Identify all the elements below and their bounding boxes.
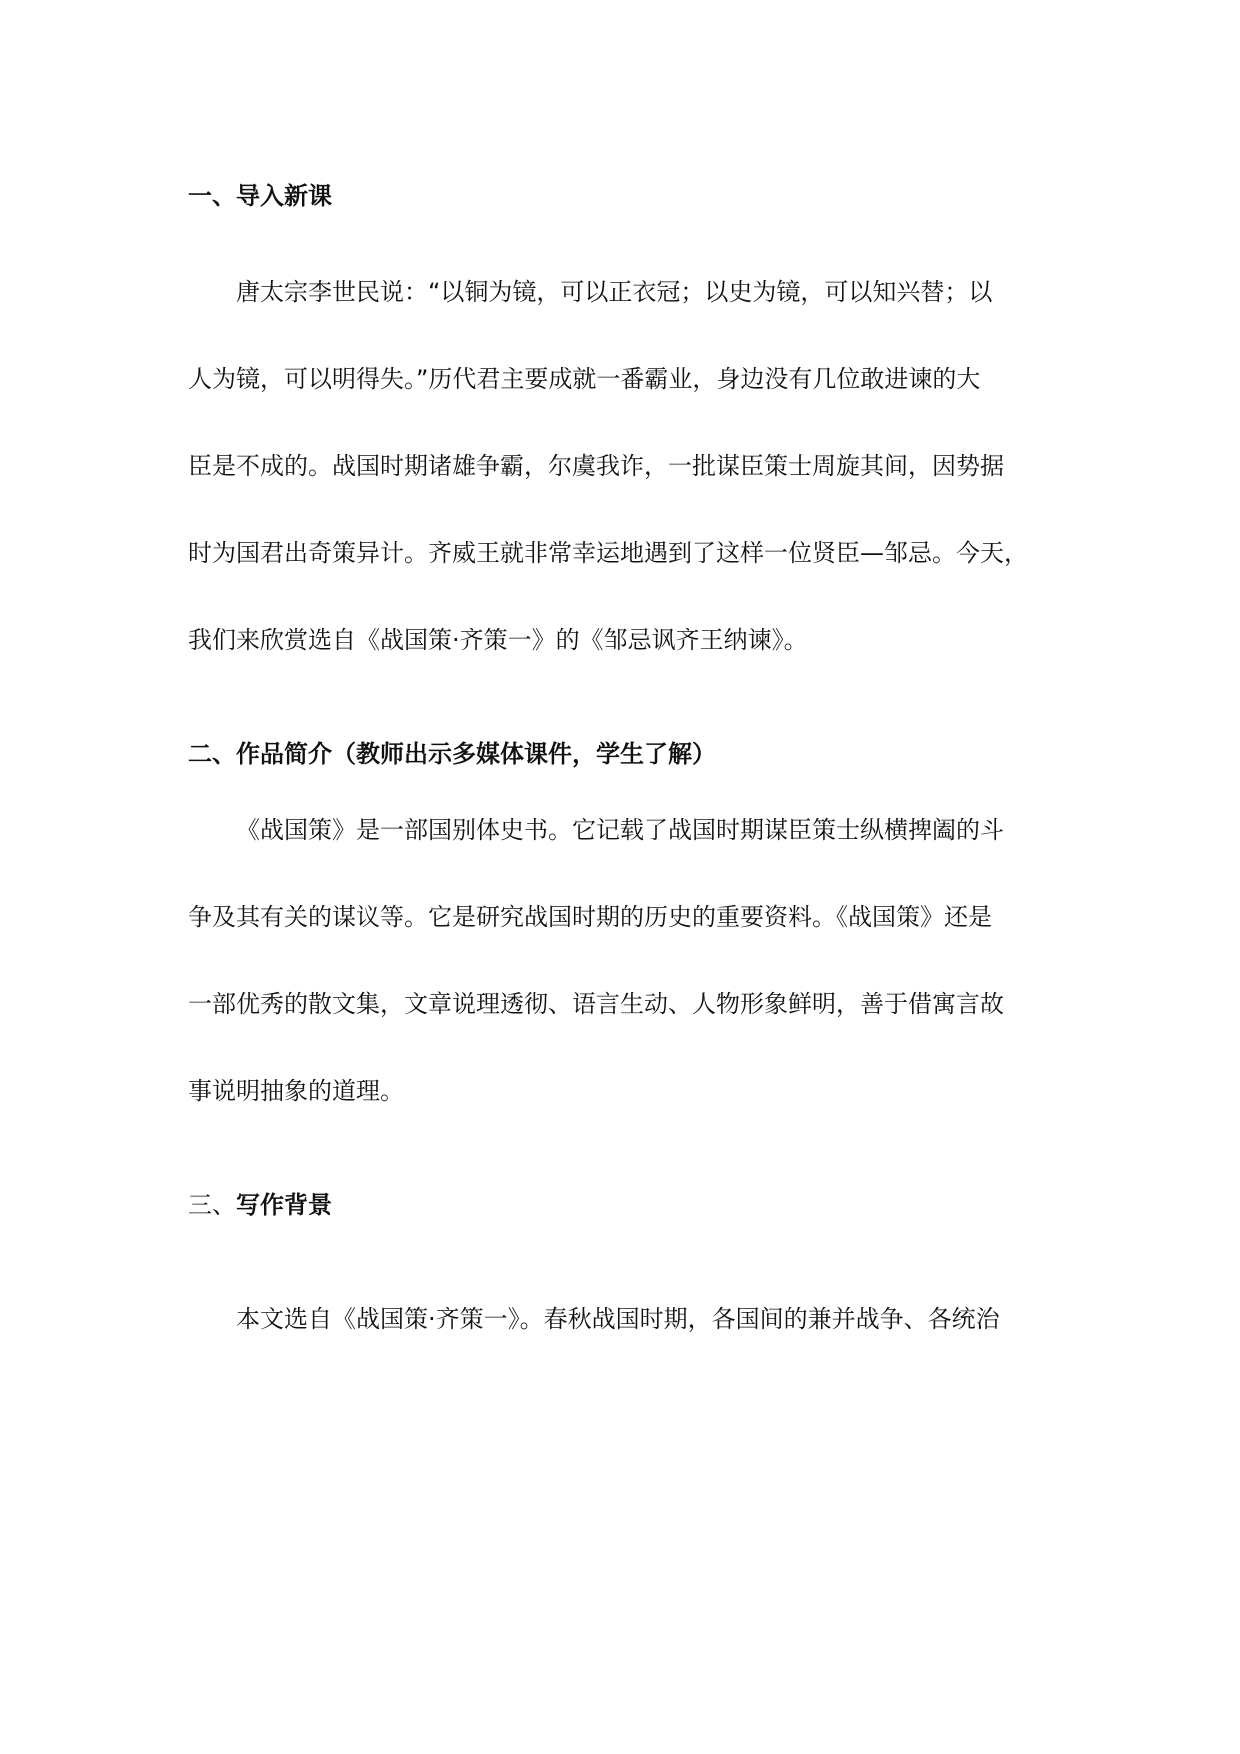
paragraph-line: 争及其有关的谋议等。它是研究战国时期的历史的重要资料。《战国策》还是: [188, 903, 992, 931]
paragraph-line: 唐太宗李世民说：“以铜为镜，可以正衣冠；以史为镜，可以知兴替；以: [236, 278, 993, 306]
paragraph-line: 本文选自《战国策·齐策一》。春秋战国时期，各国间的兼并战争、各统治: [236, 1305, 1000, 1333]
paragraph-line: 《战国策》是一部国别体史书。它记载了战国时期谋臣策士纵横捭阖的斗: [236, 816, 1004, 844]
section-heading-work-intro: 二、作品简介（教师出示多媒体课件，学生了解）: [188, 740, 716, 768]
paragraph-line: 我们来欣赏选自《战国策·齐策一》的《邹忌讽齐王纳谏》。: [188, 626, 808, 654]
heading-prefix: 三、: [188, 1191, 236, 1219]
paragraph-line: 人为镜，可以明得失。”历代君主要成就一番霸业，身边没有几位敢进谏的大: [188, 365, 981, 393]
section-heading-intro: 一、导入新课: [188, 182, 332, 210]
section-heading-background: [188, 1188, 332, 1222]
heading-text: 写作背景: [236, 1191, 332, 1219]
paragraph-line: 一部优秀的散文集，文章说理透彻、语言生动、人物形象鲜明，善于借寓言故: [188, 990, 1004, 1018]
paragraph-line: 时为国君出奇策异计。齐威王就非常幸运地遇到了这样一位贤臣—邹忌。今天，: [188, 539, 1028, 567]
paragraph-line: 事说明抽象的道理。: [188, 1077, 404, 1105]
paragraph-line: 臣是不成的。战国时期诸雄争霸，尔虞我诈，一批谋臣策士周旋其间，因势据: [188, 452, 1004, 480]
